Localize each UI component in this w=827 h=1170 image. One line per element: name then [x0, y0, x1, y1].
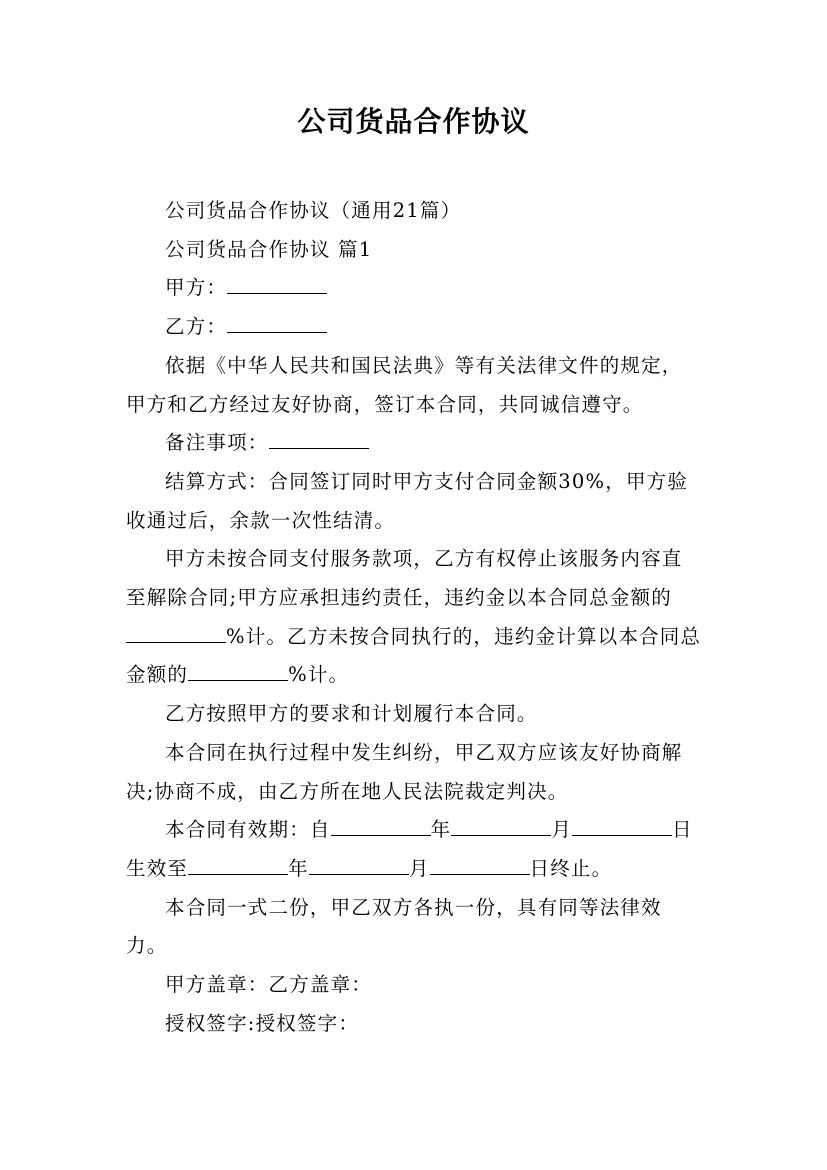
- document-title: 公司货品合作协议: [297, 105, 530, 138]
- breach-blank-1: [126, 622, 226, 643]
- party-a-line: [126, 269, 702, 308]
- breach-text-3: %计。: [288, 663, 350, 687]
- breach-paragraph: [126, 540, 702, 695]
- copies-paragraph: 本合同一式二份，甲乙双方各执一份，具有同等法律效力。: [126, 895, 662, 958]
- validity-text-3: 日终止。: [529, 856, 613, 880]
- breach-text-1: 甲方未按合同支付服务款项，乙方有权停止该服务内容直至解除合同;甲方应承担违约责任，违约金以本合同总金额的: [126, 547, 683, 610]
- dispute-paragraph: 本合同在执行过程中发生纠纷，甲乙双方应该友好协商解决;协商不成，由乙方所在地人民法院裁定判决。: [126, 740, 683, 803]
- subtitle: 公司货品合作协议（通用21篇）: [165, 199, 462, 222]
- basis-paragraph: 依据《中华人民共和国民法典》等有关法律文件的规定，甲方和乙方经过友好协商，签订本合同，共同诚信遵守。: [126, 353, 683, 416]
- seals-line: 甲方盖章：乙方盖章：: [165, 973, 373, 997]
- validity-year-label: 年: [430, 818, 452, 842]
- party-b-label: 乙方：: [165, 315, 228, 339]
- validity-blank-month2: [309, 854, 409, 875]
- remarks-label: 备注事项：: [165, 431, 269, 455]
- validity-text-2: 日生效至: [126, 818, 693, 880]
- validity-blank-year2: [188, 854, 288, 875]
- breach-text-2: %计。乙方未按合同执行的，违约金计算以本合同总金额的: [126, 624, 702, 687]
- validity-year2-label: 年: [288, 856, 309, 880]
- validity-paragraph: [126, 811, 702, 888]
- party-a-blank: [227, 273, 327, 294]
- party-a-label: 甲方：: [165, 276, 228, 300]
- party-b-line: [126, 308, 702, 347]
- validity-blank-day2: [430, 854, 530, 875]
- settlement-paragraph: 结算方式：合同签订同时甲方支付合同金额30%，甲方验收通过后，余款一次性结清。: [126, 469, 689, 532]
- signatures-line: 授权签字:授权签字：: [165, 1011, 360, 1035]
- remarks-line: [126, 424, 702, 463]
- section-title: 公司货品合作协议 篇1: [165, 237, 373, 261]
- party-b-blank: [227, 312, 327, 333]
- validity-month2-label: 月: [408, 856, 430, 880]
- remarks-blank: [269, 428, 369, 449]
- document-body: [126, 192, 702, 1043]
- validity-text-1: 本合同有效期：自: [165, 818, 331, 842]
- validity-blank-day: [572, 815, 672, 836]
- validity-month-label: 月: [551, 818, 573, 842]
- breach-blank-2: [188, 660, 288, 681]
- validity-blank-year: [331, 815, 431, 836]
- validity-blank-month: [451, 815, 551, 836]
- perform-paragraph: 乙方按照甲方的要求和计划履行本合同。: [165, 702, 538, 726]
